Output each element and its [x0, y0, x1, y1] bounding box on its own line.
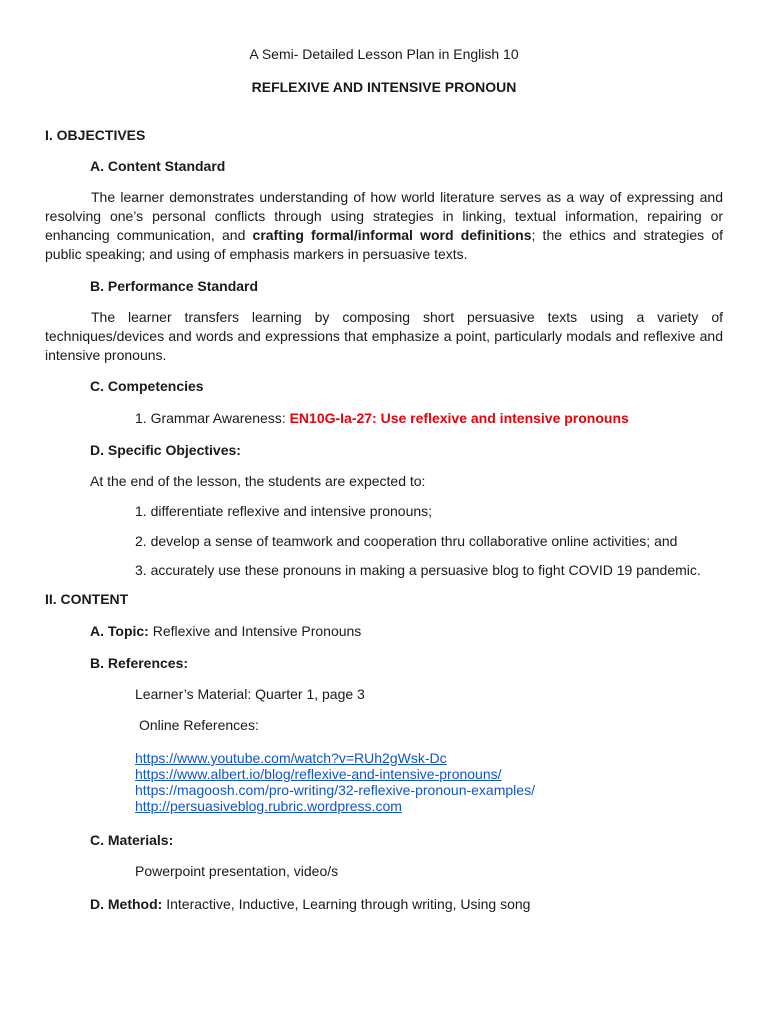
topic-label: A. Topic: — [90, 623, 149, 639]
content-heading: II. CONTENT — [45, 591, 129, 607]
content-standard-paragraph — [45, 188, 723, 264]
reference-link-youtube[interactable]: https://www.youtube.com/watch?v=RUh2gWsk-Dc — [135, 750, 447, 766]
content-standard-text-1: The learner demonstrates understanding of how world literature serves as a way of expressing and resolving one’s personal conflicts through using strategies in linking, textual information, repairing or enhancing communication, and — [45, 189, 723, 243]
performance-standard-heading: B. Performance Standard — [90, 278, 259, 294]
reference-link-blog[interactable]: http://persuasiveblog.rubric.wordpress.com — [135, 798, 402, 814]
content-standard-text-2: ; the ethics and strategies of public speaking; and using of emphasis markers in persuasive texts. — [45, 227, 724, 262]
reference-link-magoosh[interactable]: https://magoosh.com/pro-writing/32-reflexive-pronoun-examples/ — [135, 782, 535, 798]
content-standard-text-bold: crafting formal/informal word definitions — [252, 227, 532, 243]
method-label: D. Method: — [90, 896, 163, 912]
performance-standard-paragraph — [45, 308, 723, 365]
lesson-title: REFLEXIVE AND INTENSIVE PRONOUN — [251, 79, 517, 95]
materials-heading: C. Materials: — [90, 832, 174, 848]
competency-item — [135, 409, 629, 427]
competency-code: EN10G-Ia-27: Use reflexive and intensive pronouns — [289, 410, 629, 426]
method-value: Interactive, Inductive, Learning through writing, Using song — [162, 896, 531, 912]
performance-standard-text: The learner transfers learning by composing short persuasive texts using a variety of techniques/devices and words and expressions that emphasize a point, particularly modals and reflexive and intensive pronouns. — [45, 309, 723, 363]
specific-objectives-intro: At the end of the lesson, the students are expected to: — [90, 473, 426, 489]
competencies-heading: C. Competencies — [90, 378, 204, 394]
materials-value: Powerpoint presentation, video/s — [135, 863, 339, 879]
references-heading: B. References: — [90, 655, 189, 671]
objective-item-1: 1. differentiate reflexive and intensive pronouns; — [135, 503, 433, 519]
objective-item-3: 3. accurately use these pronouns in making a persuasive blog to fight COVID 19 pandemic. — [135, 562, 701, 578]
learners-material: Learner’s Material: Quarter 1, page 3 — [135, 686, 365, 702]
specific-objectives-heading: D. Specific Objectives: — [90, 442, 241, 458]
content-standard-heading: A. Content Standard — [90, 158, 226, 174]
method-line — [90, 895, 530, 913]
reference-link-albert[interactable]: https://www.albert.io/blog/reflexive-and-intensive-pronouns/ — [135, 766, 502, 782]
competency-label: 1. Grammar Awareness: — [135, 410, 290, 426]
topic-line — [90, 622, 361, 640]
online-references-label: Online References: — [139, 717, 259, 733]
objective-item-2: 2. develop a sense of teamwork and cooperation thru collaborative online activities; and — [135, 533, 678, 549]
topic-value: Reflexive and Intensive Pronouns — [148, 623, 362, 639]
objectives-heading: I. OBJECTIVES — [45, 127, 146, 143]
document-title: A Semi- Detailed Lesson Plan in English 10 — [249, 46, 519, 62]
